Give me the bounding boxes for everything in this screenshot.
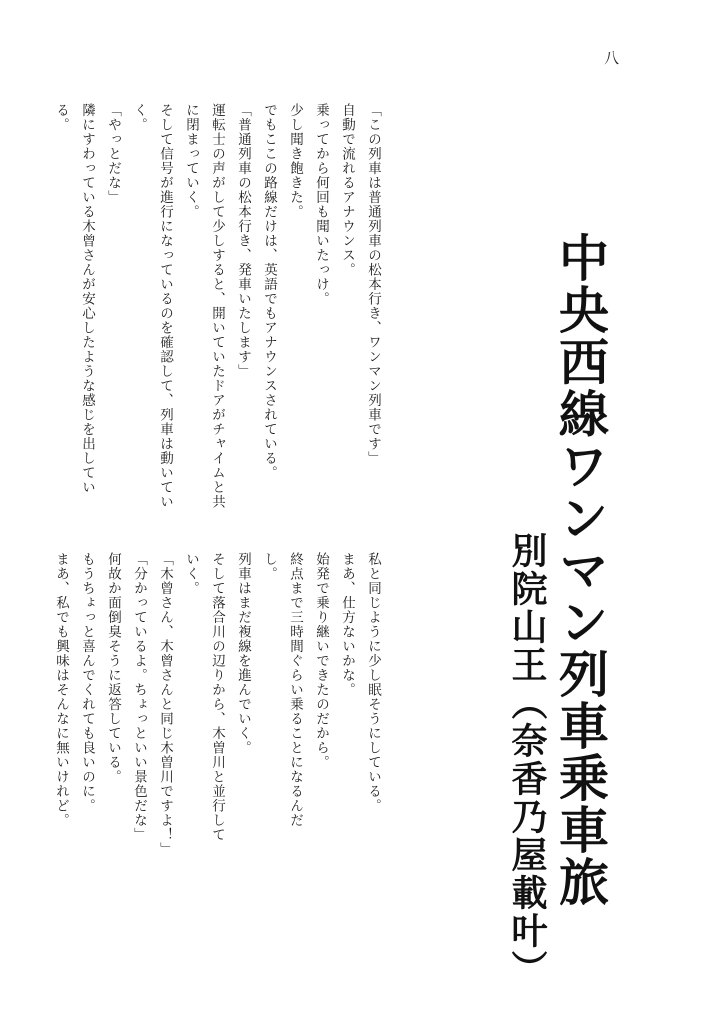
body-line: 乗ってから何回も聞いたっけ。 xyxy=(313,103,329,306)
body-line: 私と同じように少し眠そうにしている。 xyxy=(365,552,381,813)
body-line: 少し聞き飽きた。 xyxy=(287,103,303,219)
body-line: 「この列車は普通列車の松本行き、ワンマン列車です」 xyxy=(365,103,381,466)
body-line: 隣にすわっている木曾さんが安心したような感じを出している。 xyxy=(53,103,95,495)
body-line: 列車はまだ複線を進んでいく。 xyxy=(235,552,251,755)
body-text-top xyxy=(53,103,386,523)
body-line: 「木曾さん、木曾さんと同じ木曽川ですよ！」 xyxy=(157,552,173,857)
body-line: 「やっとだな」 xyxy=(105,103,121,205)
body-line: 運転士の声がして少しすると、開いていたドアがチャイムと共に閉まっていく。 xyxy=(183,103,225,509)
body-text-bottom xyxy=(53,552,386,857)
body-line: 始発で乗り継いできたのだから。 xyxy=(313,552,329,770)
body-line: まあ、仕方ないかな。 xyxy=(339,552,355,697)
body-line: 自動で流れるアナウンス。 xyxy=(339,103,355,277)
body-line: でもここの路線だけは、英語でもアナウンスされている。 xyxy=(261,103,277,480)
body-line: そして落合川の辺りから、木曽川と並行していく。 xyxy=(183,552,225,842)
story-title: 中央西線ワンマン列車乗車旅 xyxy=(551,232,609,908)
body-line: まあ、私でも興味はそんなに無いけれど。 xyxy=(53,552,69,828)
body-line: 終点まで三時間ぐらい乗ることになるんだし。 xyxy=(261,552,303,828)
page-number: 八 xyxy=(602,50,620,65)
body-line: そして信号が進行になっているのを確認して、列車は動いていく。 xyxy=(131,103,173,509)
body-line: 「分かっているよ。ちょっといい景色だな」 xyxy=(131,552,147,842)
body-line: もうちょっと喜んでくれても良いのに。 xyxy=(79,552,95,813)
body-line: 「普通列車の松本行き、発車いたします」 xyxy=(235,103,251,379)
author-name: 別院山王（奈香乃屋載叶） xyxy=(506,532,547,988)
body-line: 何故か面倒臭そうに返答している。 xyxy=(105,552,121,784)
